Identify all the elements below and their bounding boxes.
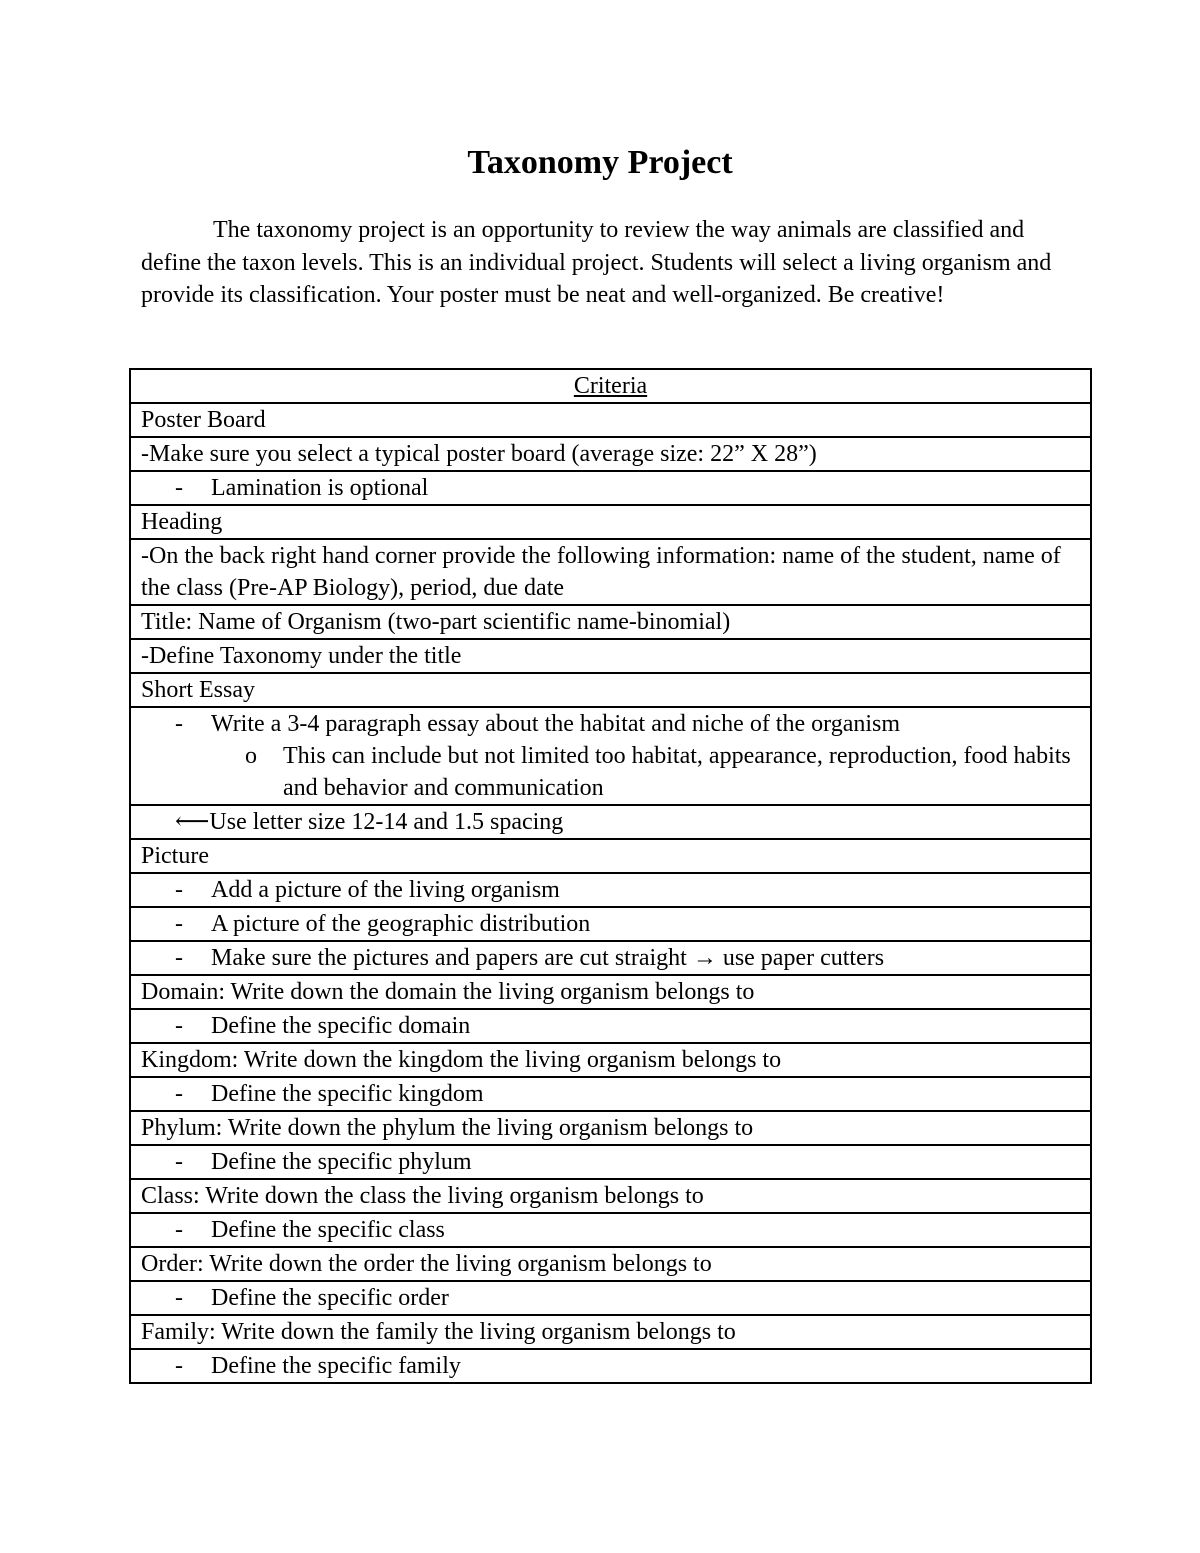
- intro-paragraph: The taxonomy project is an opportunity to review the way animals are classified and define the taxon levels. This is an individual project. Students will select a living organism and provide its classification. Your poster must be neat and well-organized. Be creative!: [141, 217, 1052, 308]
- table-row: [130, 873, 1091, 907]
- table-row: [130, 1179, 1091, 1213]
- section-family: Family: Write down the family the living organism belongs to: [130, 1315, 1091, 1349]
- dash-bullet: -: [175, 1013, 183, 1039]
- dash-bullet: -: [175, 1149, 183, 1175]
- letter-size-item: ⟵Use letter size 12-14 and 1.5 spacing: [175, 809, 564, 835]
- section-order: Order: Write down the order the living organism belongs to: [130, 1247, 1091, 1281]
- table-row: [130, 437, 1091, 471]
- kingdom-define-item: [141, 1078, 1080, 1110]
- item-text: Define the specific order: [211, 1285, 449, 1311]
- section-domain: Domain: Write down the domain the living organism belongs to: [130, 975, 1091, 1009]
- item-text: This can include but not limited too habitat, appearance, reproduction, food habits and behavior and communication: [283, 743, 1071, 801]
- essay-include-subitem: [141, 740, 1080, 804]
- table-row: [130, 505, 1091, 539]
- table-row: [130, 1315, 1091, 1349]
- section-class: Class: Write down the class the living organism belongs to: [130, 1179, 1091, 1213]
- section-picture: Picture: [130, 839, 1091, 873]
- domain-define-item: [141, 1010, 1080, 1042]
- title-item: Title: Name of Organism (two-part scientific name-binomial): [130, 605, 1091, 639]
- table-row: [130, 1077, 1091, 1111]
- table-row: [130, 605, 1091, 639]
- item-text: Define the specific family: [211, 1353, 461, 1379]
- poster-size-item: -Make sure you select a typical poster board (average size: 22” X 28”): [130, 437, 1091, 471]
- dash-bullet: -: [175, 711, 183, 737]
- table-row: [130, 1111, 1091, 1145]
- item-text: A picture of the geographic distribution: [211, 911, 591, 937]
- class-define-item: [141, 1214, 1080, 1246]
- dash-bullet: -: [175, 1285, 183, 1311]
- define-taxonomy-item: -Define Taxonomy under the title: [130, 639, 1091, 673]
- table-row: [130, 1009, 1091, 1043]
- item-text: Make sure the pictures and papers are cut straight → use paper cutters: [211, 945, 885, 971]
- essay-length-item: [141, 708, 1080, 740]
- table-row: [130, 1213, 1091, 1247]
- table-row: [130, 403, 1091, 437]
- dash-bullet: -: [175, 1081, 183, 1107]
- circle-bullet: o: [245, 743, 257, 769]
- phylum-define-item: [141, 1146, 1080, 1178]
- family-define-item: [141, 1350, 1080, 1382]
- table-row: [130, 639, 1091, 673]
- section-kingdom: Kingdom: Write down the kingdom the living organism belongs to: [130, 1043, 1091, 1077]
- table-row: [130, 1247, 1091, 1281]
- section-poster-board: Poster Board: [130, 403, 1091, 437]
- item-text: Define the specific domain: [211, 1013, 471, 1039]
- table-row: [130, 975, 1091, 1009]
- table-row: [130, 1043, 1091, 1077]
- dash-bullet: -: [175, 877, 183, 903]
- item-text: Lamination is optional: [211, 475, 429, 501]
- picture-geo-item: [141, 908, 1080, 940]
- section-phylum: Phylum: Write down the phylum the living organism belongs to: [130, 1111, 1091, 1145]
- section-heading: Heading: [130, 505, 1091, 539]
- table-row: [130, 1145, 1091, 1179]
- picture-cut-item: [141, 942, 1080, 974]
- dash-bullet: -: [175, 911, 183, 937]
- lamination-item: [141, 472, 1080, 504]
- page-title: Taxonomy Project: [467, 144, 733, 181]
- item-text: Add a picture of the living organism: [211, 877, 560, 903]
- item-text: Write a 3-4 paragraph essay about the habitat and niche of the organism: [211, 711, 901, 737]
- table-row: [130, 1349, 1091, 1383]
- dash-bullet: -: [175, 475, 183, 501]
- item-text: Define the specific class: [211, 1217, 445, 1243]
- table-row: [130, 941, 1091, 975]
- dash-bullet: -: [175, 945, 183, 971]
- table-row: [130, 907, 1091, 941]
- heading-info-item: -On the back right hand corner provide the following information: name of the student, name of the class (Pre-AP Biology), period, due date: [130, 539, 1091, 605]
- table-row: [130, 673, 1091, 707]
- criteria-header: Criteria: [130, 369, 1091, 403]
- table-row: [130, 805, 1091, 839]
- order-define-item: [141, 1282, 1080, 1314]
- dash-bullet: -: [175, 1353, 183, 1379]
- table-row: [130, 1281, 1091, 1315]
- dash-bullet: -: [175, 1217, 183, 1243]
- item-text: Define the specific kingdom: [211, 1081, 484, 1107]
- table-row: [130, 539, 1091, 605]
- picture-organism-item: [141, 874, 1080, 906]
- table-row: [130, 369, 1091, 403]
- section-short-essay: Short Essay: [130, 673, 1091, 707]
- table-row: [130, 471, 1091, 505]
- item-text: Define the specific phylum: [211, 1149, 472, 1175]
- table-row: [130, 839, 1091, 873]
- criteria-table: [129, 368, 1092, 1384]
- table-row: [130, 707, 1091, 805]
